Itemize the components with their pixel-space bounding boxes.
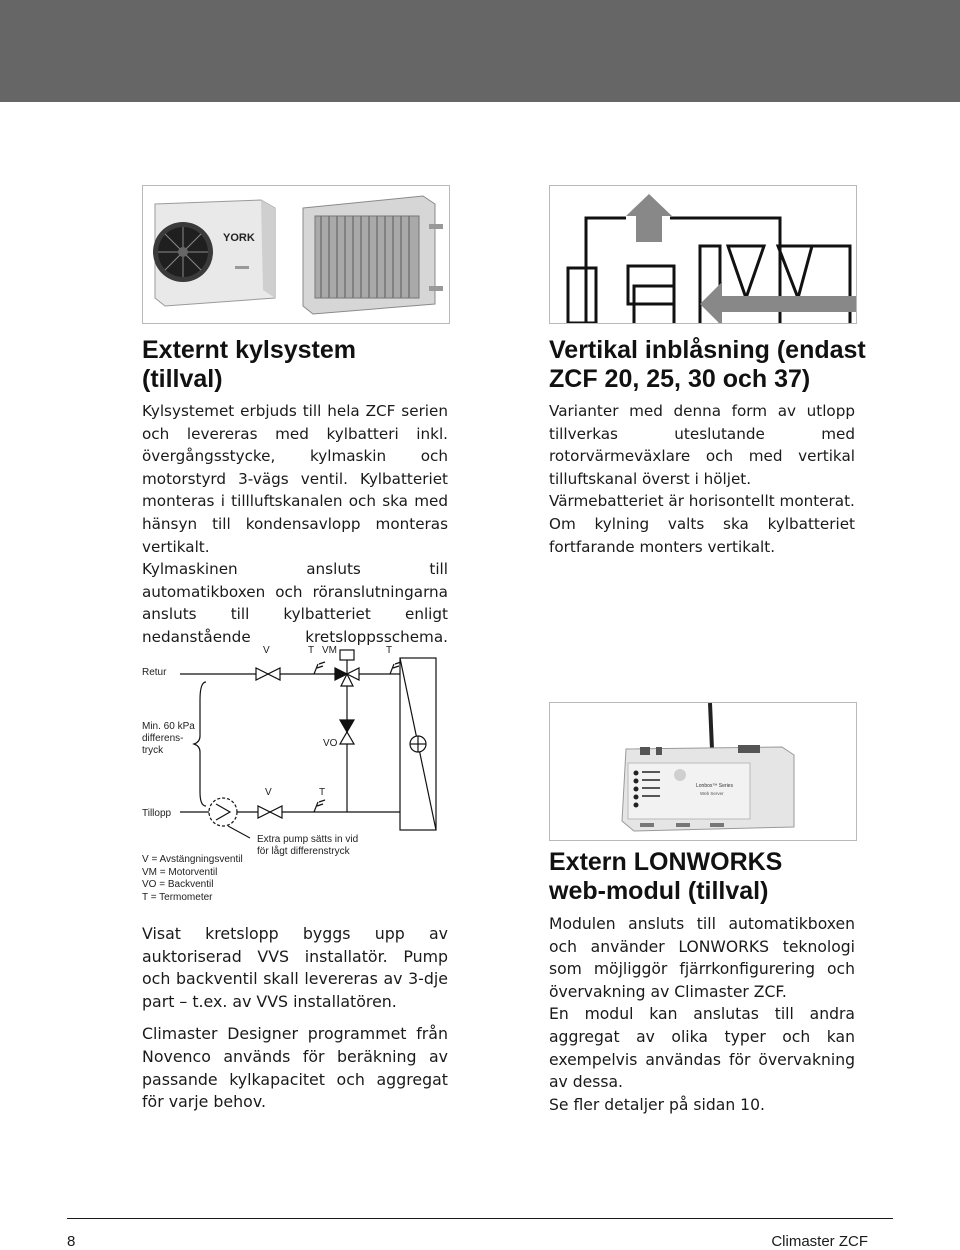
- external-cooling-paragraph-1: Kylsystemet erbjuds till hela ZCF serien och levereras med kylbatteri inkl. övergångsstycke, kylmaskin och motorstyrd 3-vägs ventil. Kylbatteriet monteras i tillluftskanalen och ska med hänsyn till kondensavlopp monteras vertikalt.: [142, 402, 448, 556]
- lonworks-paragraph-3: Se fler detaljer på sidan 10.: [549, 1095, 765, 1114]
- label-t-top2: T: [386, 645, 393, 656]
- top-band: [0, 0, 960, 102]
- vertical-outlet-illustration: [550, 186, 856, 323]
- module-label-1: Lonbox™ Series: [696, 783, 733, 789]
- motor-valve: [335, 650, 359, 686]
- airflow-up-arrow-icon: [626, 194, 672, 242]
- lonworks-paragraph-2: En modul kan anslutas till andra aggregat av olika typer och kan exempelvis användas för övervakning av dessa.: [549, 1005, 855, 1092]
- shutoff-valve-bottom: [258, 806, 282, 818]
- lonworks-heading: Extern LONWORKS web-modul (tillval): [549, 848, 783, 905]
- vertical-outlet-drawing: [549, 185, 857, 324]
- label-min-kpa-1: Min. 60 kPa: [142, 721, 195, 732]
- label-vo: VO: [323, 738, 338, 749]
- legend-t: T = Termometer: [142, 891, 213, 903]
- pump-note-line-1: Extra pump sätts in vid: [257, 834, 359, 845]
- circuit-diagram: [140, 640, 450, 910]
- thermometer-top-icon: [314, 662, 325, 674]
- label-v-bottom: V: [265, 787, 272, 798]
- page-number: 8: [67, 1233, 76, 1250]
- vertical-outlet-heading: Vertikal inblåsning (endast ZCF 20, 25, 30 och 37): [549, 336, 866, 393]
- shutoff-valve-top: [256, 668, 280, 680]
- thermometer-bottom-icon: [314, 800, 325, 812]
- label-t-bottom: T: [319, 787, 326, 798]
- circuit-schematic: [140, 640, 450, 840]
- vertical-outlet-paragraph-1: Varianter med denna form av utlopp tillverkas uteslutande med rotorvärmeväxlare och med vertikal tilluftskanal överst i höljet.: [549, 402, 855, 488]
- label-min-kpa-2: differens-: [142, 733, 184, 744]
- pump-note-line-2: för lågt differenstryck: [257, 846, 350, 857]
- york-logo: YORK: [223, 232, 255, 244]
- thermometer-top2-icon: [390, 662, 401, 674]
- vertical-outlet-paragraph-3: Om kylning valts ska kylbatteriet fortfarande monters vertikalt.: [549, 514, 855, 556]
- legend-vm: VM = Motorventil: [142, 866, 218, 878]
- label-min-kpa-3: tryck: [142, 745, 164, 756]
- cooling-unit-illustration: [143, 186, 449, 323]
- footer-rule: [67, 1218, 893, 1219]
- pump-icon: [209, 798, 237, 826]
- module-label-2: Web Server: [700, 791, 724, 796]
- legend-v: V = Avstängningsventil: [142, 854, 243, 865]
- label-v-top: V: [263, 645, 270, 656]
- vertical-outlet-paragraph-2: Värmebatteriet är horisontellt monterat.: [549, 492, 855, 511]
- lonworks-paragraph-1: Modulen ansluts till automatikboxen och använder LONWORKS teknologi som möjliggör fjärrkonfigurering och övervakning av Climaster ZCF.: [549, 915, 855, 1001]
- external-cooling-paragraph-2: Kylmaskinen ansluts till automatikboxen och röranslutningarna ansluts till kylbatteriet enligt nedanstående kretsloppsschema.: [142, 560, 448, 646]
- installation-paragraph-1: Visat kretslopp byggs upp av auktoriserad VVS installatör. Pump och backventil skall levereras av 3-dje part – t.ex. av VVS installatören.: [142, 924, 448, 1011]
- installation-paragraph-2: Climaster Designer programmet från Novenco används för beräkning av passande kylkapacitet och aggregat för varje behov.: [142, 1024, 448, 1112]
- label-retur: Retur: [142, 667, 167, 678]
- airflow-left-arrow-icon: [700, 282, 856, 323]
- vertical-outlet-text: [549, 400, 855, 558]
- pressure-symbol: [410, 736, 426, 752]
- external-cooling-text: [142, 400, 448, 649]
- installation-text: [142, 923, 448, 1114]
- external-cooling-heading: Externt kylsystem (tillval): [142, 336, 357, 393]
- cooling-unit-photo: [142, 185, 450, 324]
- label-vm: VM: [322, 645, 337, 656]
- legend-vo: VO = Backventil: [142, 879, 214, 890]
- check-valve: [340, 720, 354, 744]
- footer-brand: Climaster ZCF: [771, 1233, 868, 1250]
- lonworks-text: [549, 913, 855, 1116]
- label-t-top: T: [308, 645, 315, 656]
- lonworks-module-illustration: [550, 703, 856, 840]
- lonworks-module-photo: [549, 702, 857, 841]
- label-tillopp: Tillopp: [142, 808, 172, 819]
